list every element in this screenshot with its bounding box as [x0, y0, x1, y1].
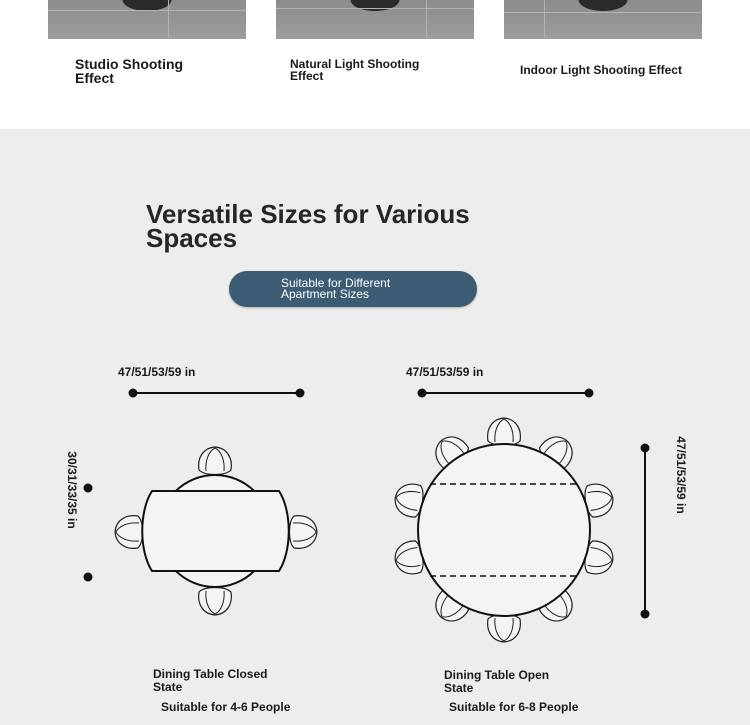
gallery-caption-studio: Studio Shooting Effect	[75, 56, 184, 87]
closed-table-capacity: Suitable for 4-6 People	[161, 700, 291, 714]
open-table-top	[418, 444, 590, 616]
gallery-caption-indoor-light: Indoor Light Shooting Effect	[520, 63, 682, 77]
closed-width-label: 47/51/53/59 in	[118, 365, 196, 379]
open-table-caption: Dining Table Open State	[444, 668, 550, 695]
closed-width-dimension-line	[129, 389, 305, 398]
closed-depth-label: 30/31/33/35 in	[65, 451, 79, 529]
open-width-label: 47/51/53/59 in	[406, 365, 484, 379]
closed-table-chair-left	[115, 516, 143, 549]
open-table-capacity: Suitable for 6-8 People	[449, 700, 579, 714]
closed-table-chair-right	[290, 516, 318, 549]
open-depth-label: 47/51/53/59 in	[674, 436, 688, 514]
apartment-sizes-badge-label: Suitable for Different Apartment Sizes	[281, 276, 391, 302]
open-width-dimension-line	[418, 389, 594, 398]
closed-table-top	[142, 475, 289, 587]
sizes-section-title: Versatile Sizes for Various Spaces	[146, 199, 470, 254]
gallery-caption-natural-light: Natural Light Shooting Effect	[290, 57, 420, 84]
open-depth-dimension-line	[641, 444, 650, 619]
closed-depth-dimension-markers	[84, 484, 93, 582]
closed-table-chair-top	[199, 447, 232, 475]
closed-table-chair-bottom	[199, 588, 232, 616]
closed-table-caption: Dining Table Closed State	[153, 667, 268, 694]
